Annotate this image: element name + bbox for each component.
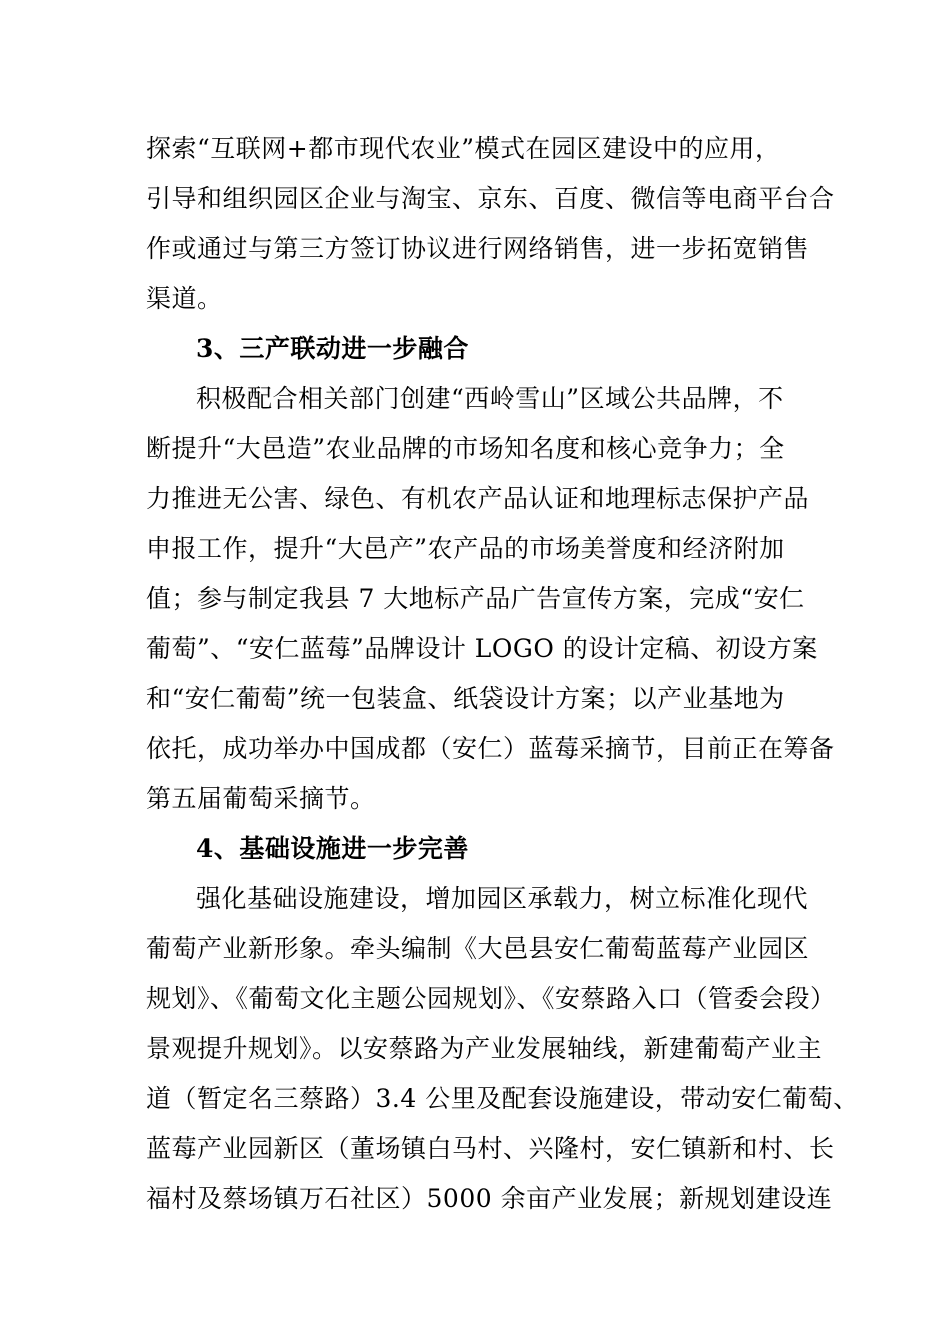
paragraph-line-8: 力推进无公害、绿色、有机农产品认证和地理标志保护产品 [146, 484, 810, 513]
paragraph-line-22: 福村及蔡场镇万石社区）5000 余亩产业发展；新规划建设连 [146, 1184, 833, 1213]
paragraph-line-17: 葡萄产业新形象。牵头编制《大邑县安仁葡萄蓝莓产业园区 [146, 934, 810, 963]
paragraph-line-20: 道（暂定名三蔡路）3.4 公里及配套设施建设，带动安仁葡萄、 [146, 1084, 859, 1113]
paragraph-line-16: 强化基础设施建设，增加园区承载力，树立标准化现代 [196, 884, 809, 913]
paragraph-line-12: 和“安仁葡萄”统一包装盒、纸袋设计方案；以产业基地为 [146, 684, 785, 713]
paragraph-line-9: 申报工作，提升“大邑产”农产品的市场美誉度和经济附加 [146, 534, 785, 563]
paragraph-line-4: 渠道。 [146, 284, 223, 313]
paragraph-line-1: 探索“互联网+都市现代农业”模式在园区建设中的应用， [146, 134, 781, 163]
section-heading-4: 4、基础设施进一步完善 [196, 834, 469, 863]
paragraph-line-10: 值；参与制定我县 7 大地标产品广告宣传方案，完成“安仁 [146, 584, 805, 613]
paragraph-line-7: 断提升“大邑造”农业品牌的市场知名度和核心竞争力；全 [146, 434, 785, 463]
paragraph-line-21: 蓝莓产业园新区（董场镇白马村、兴隆村，安仁镇新和村、长 [146, 1134, 835, 1163]
paragraph-line-13: 依托，成功举办中国成都（安仁）蓝莓采摘节，目前正在筹备 [146, 734, 835, 763]
paragraph-line-14: 第五届葡萄采摘节。 [146, 784, 376, 813]
paragraph-line-2: 引导和组织园区企业与淘宝、京东、百度、微信等电商平台合 [146, 184, 835, 213]
section-heading-3: 3、三产联动进一步融合 [196, 334, 469, 363]
paragraph-line-11: 葡萄”、“安仁蓝莓”品牌设计 LOGO 的设计定稿、初设方案 [146, 634, 818, 663]
paragraph-line-18: 规划》、《葡萄文化主题公园规划》、《安蔡路入口（管委会段） [146, 984, 836, 1013]
paragraph-line-3: 作或通过与第三方签订协议进行网络销售，进一步拓宽销售 [146, 234, 810, 263]
paragraph-line-6: 积极配合相关部门创建“西岭雪山”区域公共品牌，不 [196, 384, 784, 413]
paragraph-line-19: 景观提升规划》。以安蔡路为产业发展轴线，新建葡萄产业主 [146, 1034, 823, 1063]
